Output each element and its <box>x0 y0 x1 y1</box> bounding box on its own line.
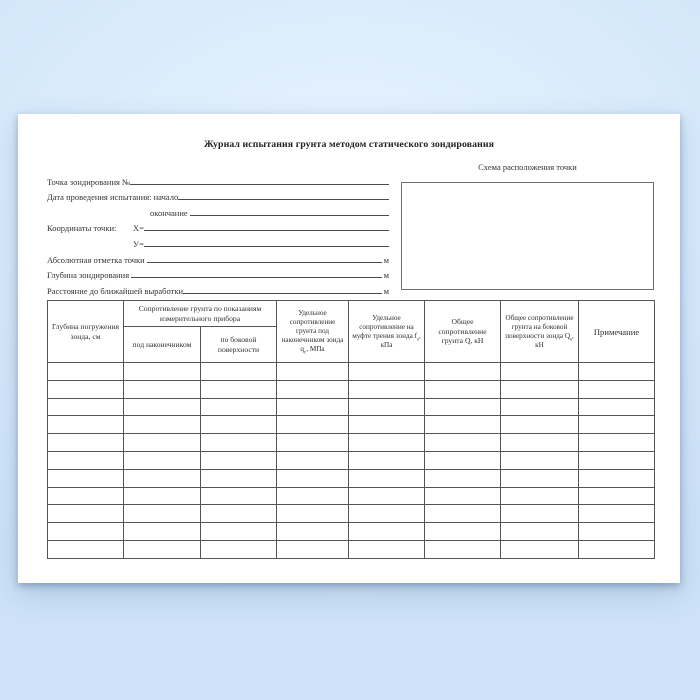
table-cell <box>579 469 655 487</box>
table-row <box>48 398 655 416</box>
table-cell <box>579 363 655 381</box>
table-cell <box>349 451 425 469</box>
col-header-total-side-sub: s <box>570 336 572 342</box>
table-cell <box>201 416 277 434</box>
table-cell <box>349 416 425 434</box>
table-row <box>48 487 655 505</box>
table-cell <box>425 487 501 505</box>
table-cell <box>425 451 501 469</box>
table-row <box>48 505 655 523</box>
table-cell <box>501 451 579 469</box>
table-cell <box>48 523 124 541</box>
table-cell <box>48 380 124 398</box>
field-sounding-depth <box>47 265 389 281</box>
table-row <box>48 451 655 469</box>
table-cell <box>124 380 201 398</box>
field-point-number <box>47 171 389 187</box>
form-page <box>18 114 680 583</box>
unit-meters: м <box>383 270 389 281</box>
table-cell <box>501 505 579 523</box>
fill-line <box>183 293 382 294</box>
table-cell <box>277 523 349 541</box>
col-header-total: Общее сопротивление грунта Q, кН <box>425 301 501 363</box>
table-cell <box>349 523 425 541</box>
col-header-total-side-unit: , кН <box>535 331 574 349</box>
table-cell <box>201 469 277 487</box>
col-header-under-tip: под наконечником <box>124 327 201 363</box>
table-cell <box>579 380 655 398</box>
col-header-friction <box>349 301 425 363</box>
table-cell <box>277 540 349 558</box>
field-date-end-label: окончание <box>150 207 190 218</box>
table-cell <box>277 398 349 416</box>
table-cell <box>277 469 349 487</box>
table-cell <box>425 434 501 452</box>
col-header-specific-tip-text: Удельное сопротивление грунта под наконечником зонда q <box>281 309 344 353</box>
table-cell <box>579 505 655 523</box>
table-row <box>48 523 655 541</box>
fill-line <box>144 230 389 231</box>
table-cell <box>48 505 124 523</box>
table-cell <box>501 523 579 541</box>
table-row <box>48 469 655 487</box>
col-header-friction-sub: s <box>417 336 419 342</box>
table-cell <box>48 398 124 416</box>
table-cell <box>501 469 579 487</box>
table-row <box>48 363 655 381</box>
field-coord-x-label: Х= <box>133 223 144 234</box>
schema-label: Схема расположения точки <box>478 162 577 172</box>
table-cell <box>124 363 201 381</box>
fill-line <box>144 246 389 247</box>
sounding-table-header <box>48 301 655 363</box>
table-cell <box>349 540 425 558</box>
table-cell <box>201 380 277 398</box>
table-cell <box>277 380 349 398</box>
field-date-end <box>47 202 389 218</box>
table-cell <box>201 451 277 469</box>
fill-line <box>130 184 389 185</box>
table-cell <box>579 451 655 469</box>
header-fields <box>47 171 389 296</box>
table-cell <box>579 540 655 558</box>
table-cell <box>425 469 501 487</box>
table-row <box>48 416 655 434</box>
table-cell <box>124 398 201 416</box>
table-cell <box>124 434 201 452</box>
table-cell <box>201 363 277 381</box>
col-header-specific-tip-unit: , МПа <box>306 345 325 353</box>
col-header-side-surface: по боковой поверхности <box>201 327 277 363</box>
table-row <box>48 380 655 398</box>
field-distance <box>47 280 389 296</box>
sounding-table <box>47 300 655 559</box>
table-cell <box>501 363 579 381</box>
table-cell <box>501 434 579 452</box>
field-distance-label: Расстояние до ближайшей выработки <box>47 285 184 296</box>
table-cell <box>501 540 579 558</box>
table-cell <box>201 434 277 452</box>
table-cell <box>501 416 579 434</box>
table-cell <box>48 469 124 487</box>
table-cell <box>201 487 277 505</box>
table-cell <box>277 505 349 523</box>
table-cell <box>277 434 349 452</box>
table-cell <box>48 434 124 452</box>
table-cell <box>425 523 501 541</box>
fill-line <box>131 277 381 278</box>
col-header-specific-tip <box>277 301 349 363</box>
page-title: Журнал испытания грунта методом статического зондирования <box>203 139 494 150</box>
table-cell <box>124 540 201 558</box>
field-sounding-depth-label: Глубина зондирования <box>47 270 132 281</box>
field-coord-y <box>47 233 389 249</box>
table-row <box>48 540 655 558</box>
col-header-note: Примечание <box>579 301 655 363</box>
table-cell <box>349 505 425 523</box>
table-cell <box>124 523 201 541</box>
table-cell <box>579 434 655 452</box>
table-row <box>48 434 655 452</box>
table-cell <box>425 398 501 416</box>
unit-meters: м <box>383 285 389 296</box>
table-cell <box>124 416 201 434</box>
table-cell <box>277 363 349 381</box>
table-cell <box>349 363 425 381</box>
col-header-depth: Глубина погружения зонда, см <box>48 301 124 363</box>
field-abs-mark <box>47 249 389 265</box>
table-cell <box>349 434 425 452</box>
table-cell <box>501 487 579 505</box>
col-header-total-side <box>501 301 579 363</box>
table-cell <box>48 487 124 505</box>
table-cell <box>48 363 124 381</box>
table-cell <box>425 363 501 381</box>
table-cell <box>124 451 201 469</box>
field-date-start-label: Дата проведения испытания: начало <box>47 192 179 203</box>
table-cell <box>501 398 579 416</box>
table-cell <box>425 380 501 398</box>
field-point-number-label: Точка зондирования № <box>47 176 131 187</box>
table-cell <box>579 398 655 416</box>
sounding-table-body <box>48 363 655 559</box>
table-cell <box>425 540 501 558</box>
col-header-resistance-group: Сопротивление грунта по показаниям измерительного прибора <box>124 301 277 327</box>
fill-line <box>178 199 389 200</box>
unit-meters: м <box>383 254 389 265</box>
field-abs-mark-label: Абсолютная отметка точки <box>47 254 147 265</box>
table-cell <box>48 540 124 558</box>
table-cell <box>201 523 277 541</box>
table-cell <box>201 540 277 558</box>
table-cell <box>277 451 349 469</box>
table-cell <box>201 398 277 416</box>
table-cell <box>124 487 201 505</box>
col-header-friction-unit: , кПа <box>380 331 421 349</box>
table-cell <box>277 487 349 505</box>
table-cell <box>124 505 201 523</box>
table-cell <box>349 469 425 487</box>
field-date-start <box>47 187 389 203</box>
field-coords-label: Координаты точки: <box>47 223 117 234</box>
table-cell <box>349 380 425 398</box>
table-cell <box>201 505 277 523</box>
table-cell <box>48 416 124 434</box>
table-cell <box>501 380 579 398</box>
table-cell <box>124 469 201 487</box>
schema-box <box>401 182 654 290</box>
col-header-specific-tip-sub: с <box>303 350 307 356</box>
fill-line <box>190 215 389 216</box>
table-cell <box>349 398 425 416</box>
col-header-total-side-text: Общее сопротивление грунта на боковой поверхности зонда Q <box>505 313 574 340</box>
table-cell <box>425 505 501 523</box>
fill-line <box>147 262 382 263</box>
table-cell <box>48 451 124 469</box>
table-cell <box>579 487 655 505</box>
table-cell <box>579 523 655 541</box>
table-cell <box>579 416 655 434</box>
col-header-friction-text: Удельное сопротивление на муфте трения зонда f <box>352 313 418 340</box>
table-cell <box>425 416 501 434</box>
field-coord-x <box>47 218 389 234</box>
table-cell <box>277 416 349 434</box>
table-cell <box>349 487 425 505</box>
field-coord-y-label: У= <box>133 238 144 249</box>
